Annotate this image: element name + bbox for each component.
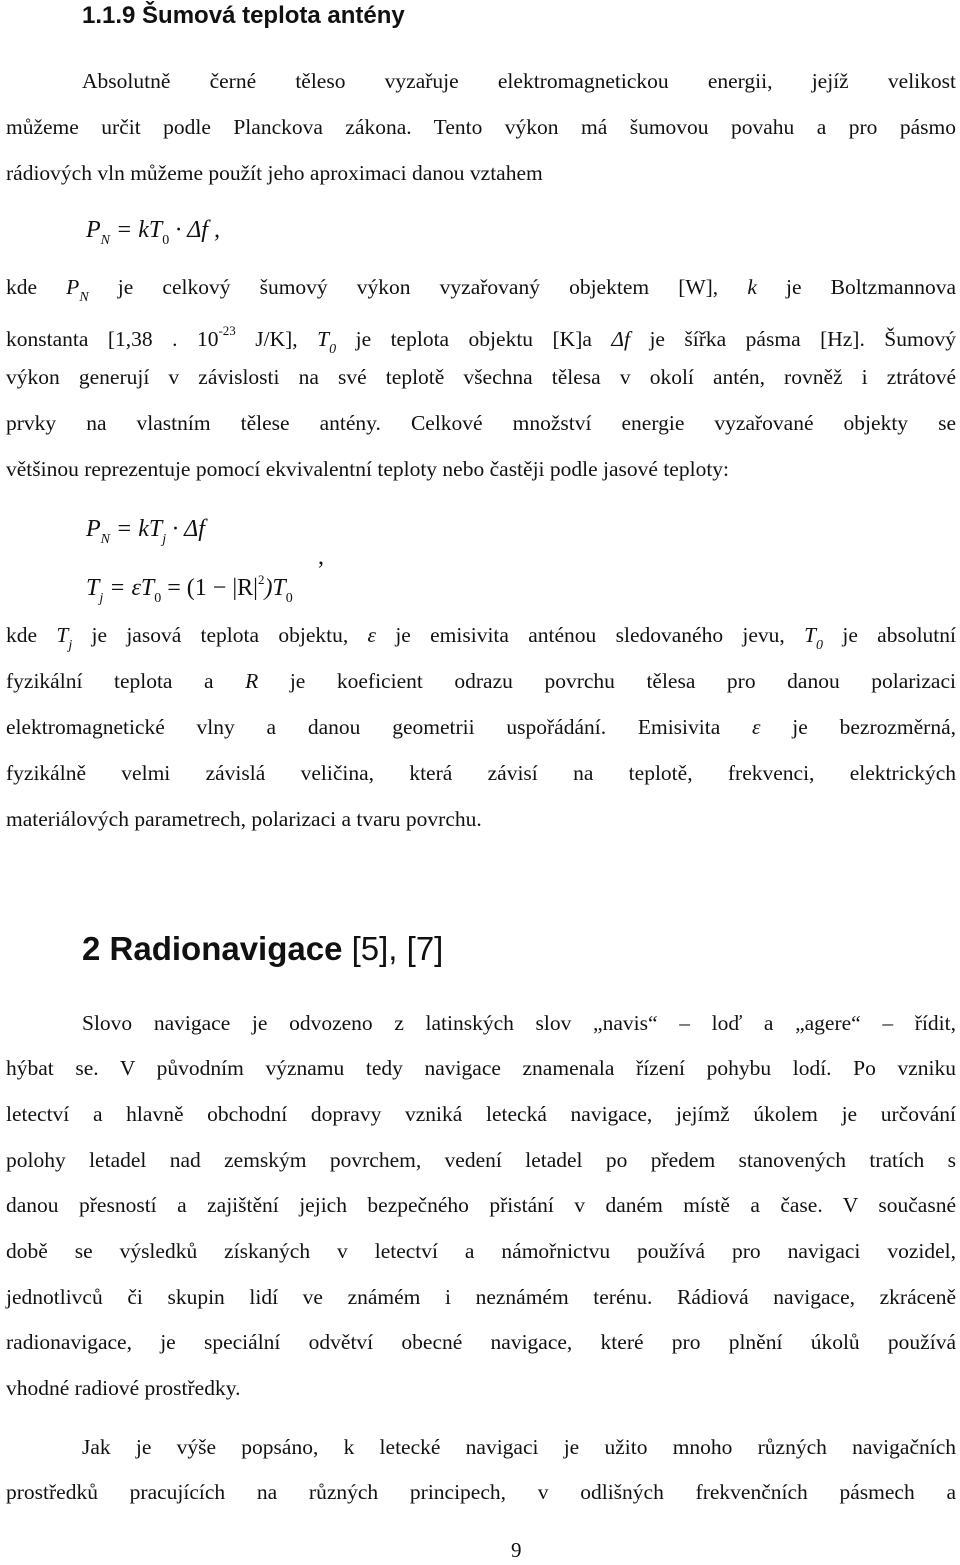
paragraph-line: fyzikálně velmi závislá veličina, která závisí na teplotě, frekvenci, elektrických	[6, 761, 956, 785]
paragraph-line: většinou reprezentuje pomocí ekvivalentní teploty nebo častěji podle jasové teploty:	[6, 457, 730, 481]
paragraph-line: letectví a hlavně obchodní dopravy vzniká letecká navigace, jejímž úkolem je určování	[6, 1102, 956, 1126]
chapter-heading: 2 Radionavigace [5], [7]	[82, 930, 444, 967]
section-heading: 1.1.9 Šumová teplota antény	[82, 2, 405, 29]
paragraph-line: vhodné radiové prostředky.	[6, 1376, 241, 1400]
paragraph-line: Jak je výše popsáno, k letecké navigaci je užito mnoho různých navigačních	[82, 1435, 956, 1459]
paragraph-line: materiálových parametrech, polarizaci a tvaru povrchu.	[6, 807, 482, 831]
equation-noise-power: $P_N = kT_0 \cdot \Delta f$ ,	[86, 217, 220, 248]
equation-comma: ,	[318, 544, 324, 570]
paragraph-line: danou přesností a zajištění jejich bezpečného přistání v daném místě a čase. V současné	[6, 1193, 956, 1217]
paragraph-line: hýbat se. V původním významu tedy navigace znamenala řízení pohybu lodí. Po vzniku	[6, 1056, 956, 1080]
equation-brightness-power: $P_N = kT_j \cdot \Delta f$	[86, 516, 205, 547]
paragraph-line: rádiových vln můžeme použít jeho aproximaci danou vztahem	[6, 161, 543, 185]
paragraph-line: kde $T_j$ je jasová teplota objektu, ε je emisivita anténou sledovaného jevu, $T_0$ je absolutní	[6, 623, 956, 653]
equation-brightness-temperature: $T_j = \varepsilon T_0 = (1 - |R|^2)T_0$	[86, 572, 293, 606]
paragraph-line: konstanta [1,38 . $10^{-23}$ J/K], $T_0$ je teplota objektu [K]a Δf je šířka pásma [Hz]. Šumový	[6, 323, 956, 357]
paragraph-line: jednotlivců či skupin lidí ve známém i neznámém terénu. Rádiová navigace, zkráceně	[6, 1285, 956, 1309]
paragraph-line: Slovo navigace je odvozeno z latinských slov „navis“ – loď a „agere“ – řídit,	[82, 1011, 956, 1035]
paragraph-line: Absolutně černé těleso vyzařuje elektromagnetickou energii, jejíž velikost	[82, 69, 956, 93]
paragraph-line: polohy letadel nad zemským povrchem, vedení letadel po předem stanovených tratích s	[6, 1148, 956, 1172]
page-number: 9	[511, 1538, 522, 1562]
paragraph-line: prvky na vlastním tělese antény. Celkové množství energie vyzařované objekty se	[6, 411, 956, 435]
paragraph-line: radionavigace, je speciální odvětví obecné navigace, které pro plnění úkolů používá	[6, 1330, 956, 1354]
paragraph-line: fyzikální teplota a R je koeficient odrazu povrchu tělesa pro danou polarizaci	[6, 669, 956, 693]
paragraph-line: prostředků pracujících na různých principech, v odlišných frekvenčních pásmech a	[6, 1480, 956, 1504]
paragraph-line: kde $P_N$ je celkový šumový výkon vyzařovaný objektem [W], k je Boltzmannova	[6, 275, 957, 305]
paragraph-line: můžeme určit podle Planckova zákona. Tento výkon má šumovou povahu a pro pásmo	[6, 115, 956, 139]
paragraph-line: elektromagnetické vlny a danou geometrii uspořádání. Emisivita ε je bezrozměrná,	[6, 715, 956, 739]
paragraph-line: době se výsledků získaných v letectví a námořnictvu používá pro navigaci vozidel,	[6, 1239, 956, 1263]
paragraph-line: výkon generují v závislosti na své teplotě všechna tělesa v okolí antén, rovněž i ztrátové	[6, 365, 956, 389]
